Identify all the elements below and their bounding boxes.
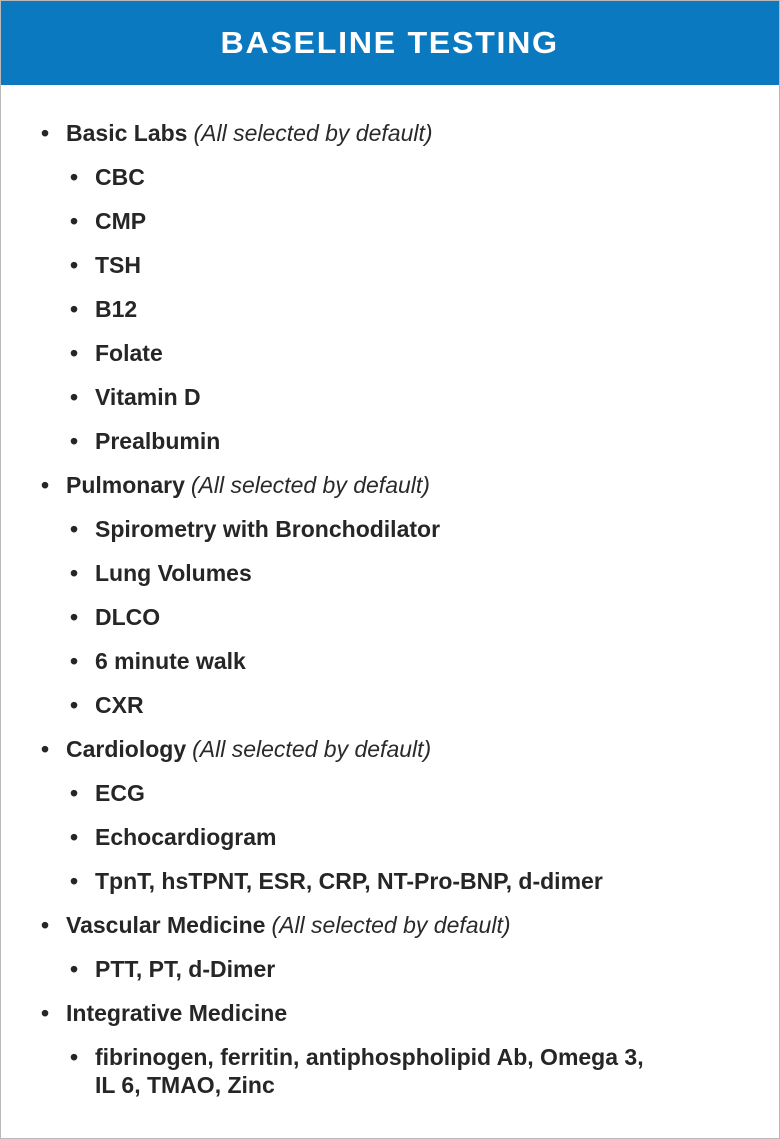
section-note: (All selected by default) [193,120,433,146]
list-item-line-2: IL 6, TMAO, Zinc [95,1072,275,1098]
page-title: BASELINE TESTING [220,25,560,60]
bullet-icon: • [70,824,79,850]
bullet-icon: • [41,736,50,762]
bullet-icon: • [41,120,50,146]
bullet-icon: • [70,604,79,630]
baseline-testing-card: BASELINE TESTING • Basic Labs (All selected by default) • CBC • CMP • TSH • B12 • Folate • Vitamin D • Prealbumin • Pulmonary (All selected by default) • Spirometry with Bronchodilator • Lung Volumes • DLCO • 6 minute walk • CXR • Cardiology (All selected by default) • ECG • Echocardiogram • TpnT, hsTPNT, ESR, CRP, NT-Pro-BNP, d-dimer • Vascular Medicine (All selected by default) • PTT, PT, d-Dimer • Integrative Medicine • fibrinogen, ferritin, antiphospholipid Ab, Omega 3, IL 6, TMAO, Zinc [0,0,780,1139]
bullet-icon: • [70,648,79,674]
bullet-icon: • [70,296,79,322]
section-label: Integrative Medicine [66,1000,288,1026]
section-note: (All selected by default) [271,912,511,938]
bullet-icon: • [41,1000,50,1026]
bullet-icon: • [70,868,79,894]
section-note: (All selected by default) [190,472,430,498]
section-note: (All selected by default) [192,736,432,762]
section-label: Pulmonary [66,472,185,498]
bullet-icon: • [70,340,79,366]
section-label: Basic Labs [66,120,188,146]
bullet-icon: • [70,780,79,806]
bullet-icon: • [41,912,50,938]
list-item-line-1: fibrinogen, ferritin, antiphospholipid Ab, Omega 3, [95,1044,644,1070]
bullet-icon: • [70,428,79,454]
bullet-icon: • [70,164,79,190]
bullet-icon: • [70,208,79,234]
bullet-icon: • [70,516,79,542]
bullet-icon: • [70,384,79,410]
bullet-icon: • [70,1044,79,1070]
bullet-icon: • [70,252,79,278]
bullet-icon: • [41,472,50,498]
bullet-icon: • [70,692,79,718]
bullet-icon: • [70,560,79,586]
bullet-icon: • [70,956,79,982]
card-header [1,1,779,85]
section-label: Vascular Medicine [66,912,266,938]
section-label: Cardiology [66,736,187,762]
